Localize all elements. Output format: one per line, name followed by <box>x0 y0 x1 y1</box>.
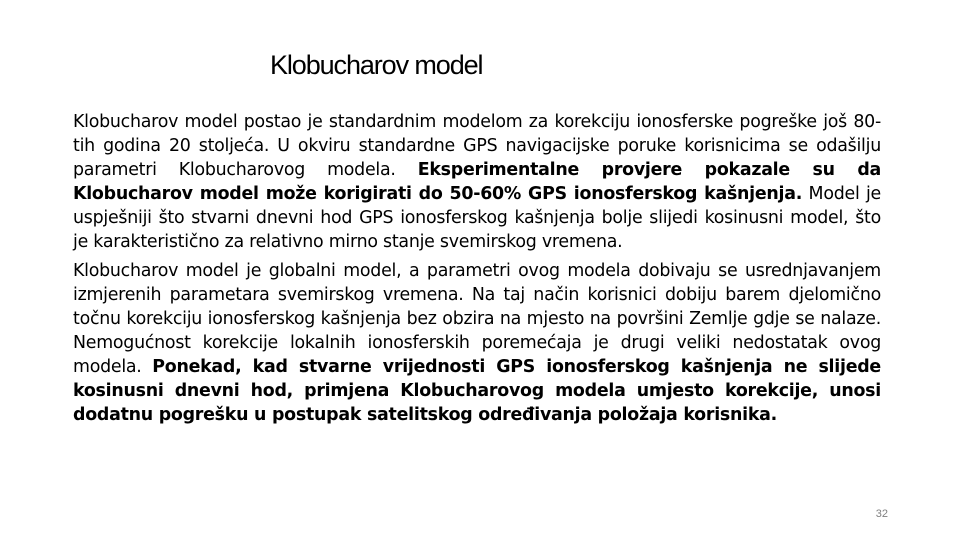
paragraph-1-text-2: Model je uspješniji što stvarni dnevni hod GPS ionosferskog kašnjenja bolje slijedi kosinusni model, što je karakteristično za relativno mirno stanje svemirskog vremena. <box>73 184 881 252</box>
paragraph-2 <box>73 259 881 427</box>
paragraph-1-bold-1: Eksperimentalne provjere pokazale su da Klobucharov model može korigirati do 50-60% GPS ionosferskog kašnjenja. <box>73 160 882 204</box>
paragraph-1 <box>73 110 881 254</box>
page-number: 32 <box>875 508 888 520</box>
slide-title: Klobucharov model <box>270 50 483 80</box>
paragraph-2-bold-1: Ponekad, kad stvarne vrijednosti GPS ionosferskog kašnjenja ne slijede kosinusni dnevni hod, primjena Klobucharovog modela umjesto korekcije, unosi dodatnu pogrešku u postupak satelitskog određivanja položaja korisnika. <box>73 357 881 425</box>
slide-body <box>73 110 881 427</box>
paragraph-2-text-1: Klobucharov model je globalni model, a parametri ovog modela dobivaju se usrednjavanjem izmjerenih parametara svemirskog vremena. Na taj način korisnici dobiju barem djelomično točnu korekciju ionosferskog kašnjenja bez obzira na mjesto na površini Zemlje gdje se nalaze. Nemogućnost korekcije lokalnih ionosferskih poremećaja je drugi veliki nedostatak ovog modela. <box>73 261 881 377</box>
paragraph-1-text-1: Klobucharov model postao je standardnim modelom za korekciju ionosferske pogreške još 80-tih godina 20 stoljeća. U okviru standardne GPS navigacijske poruke korisnicima se odašilju parametri Klobucharovog modela. <box>73 112 881 180</box>
